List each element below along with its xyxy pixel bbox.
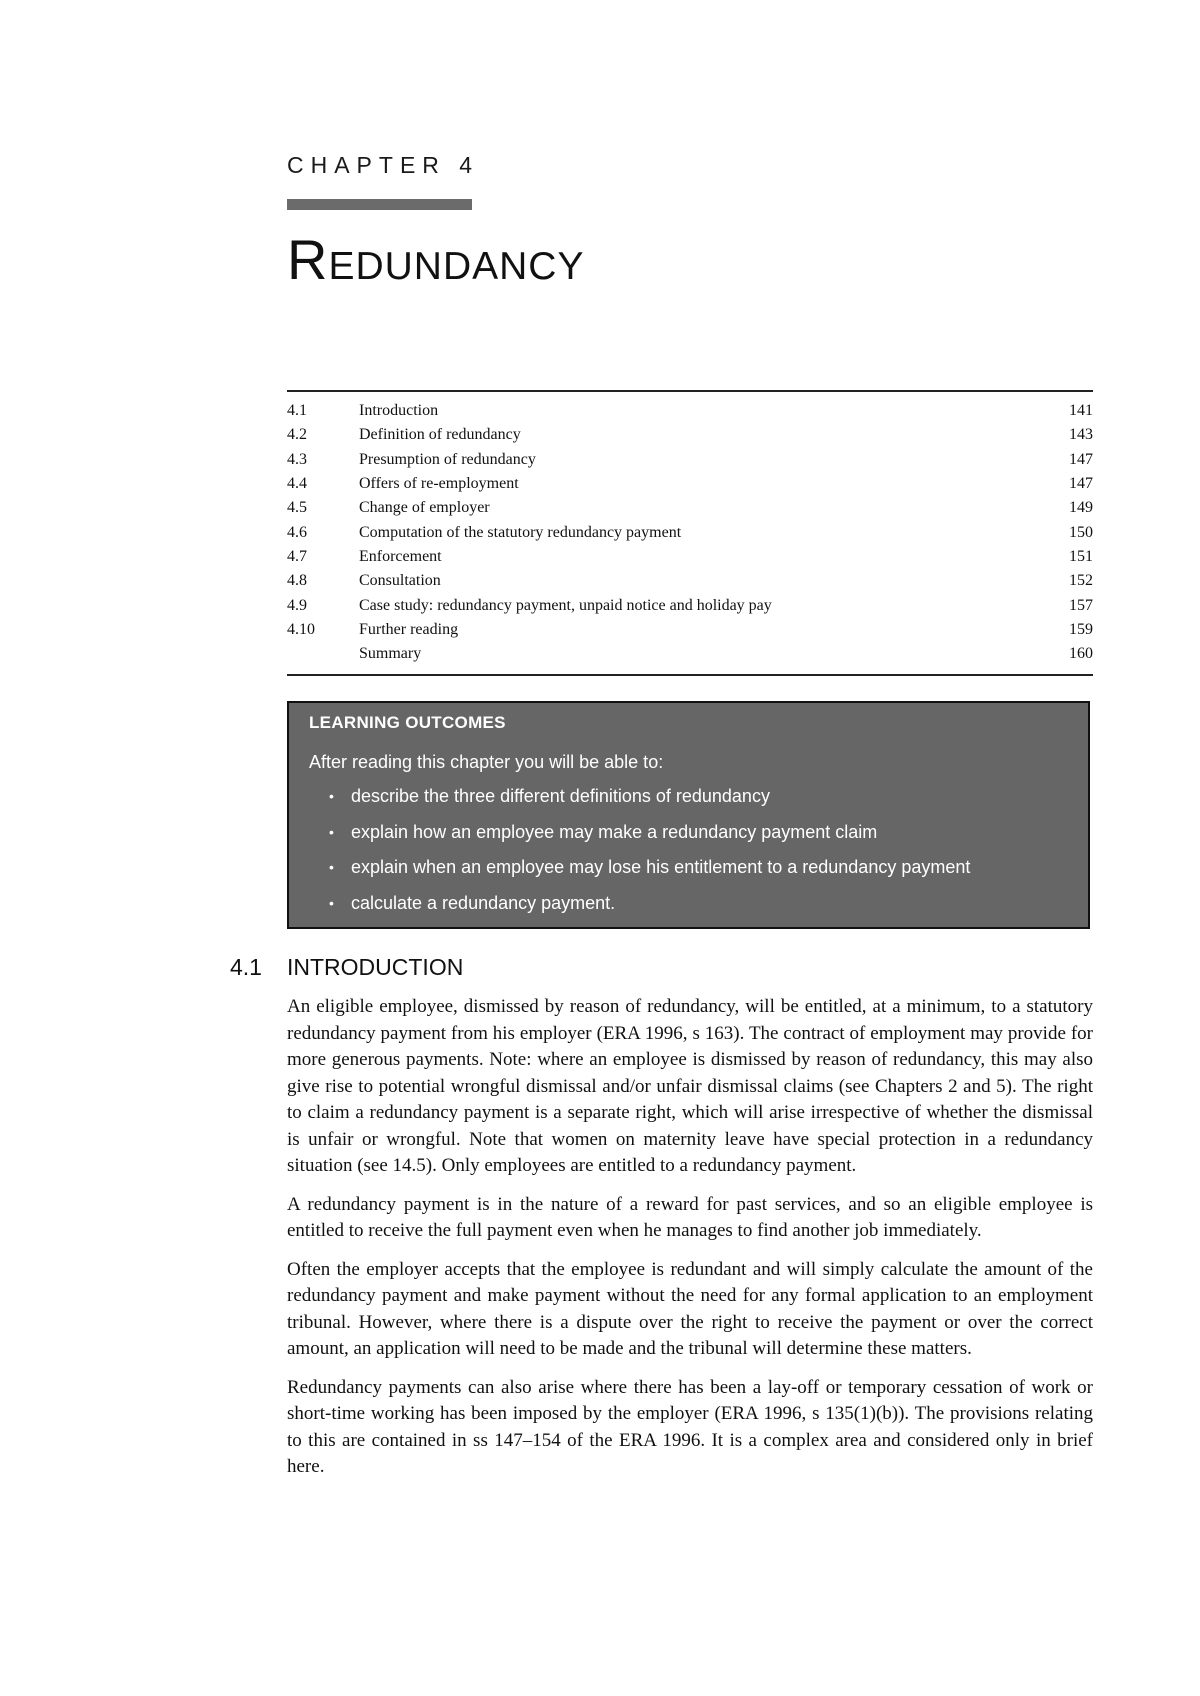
toc-number: 4.2 (287, 426, 307, 444)
toc-page: 152 (1069, 572, 1093, 590)
bullet-icon: • (329, 788, 334, 804)
chapter-label: CHAPTER 4 (287, 152, 480, 178)
list-item (329, 892, 970, 928)
toc-row[interactable] (287, 423, 1093, 447)
toc-title: Case study: redundancy payment, unpaid notice and holiday pay (359, 596, 772, 614)
toc-page: 150 (1069, 523, 1093, 541)
list-item (329, 785, 970, 821)
toc-number: 4.8 (287, 572, 307, 590)
toc-page: 147 (1069, 475, 1093, 493)
toc-number: 4.4 (287, 475, 307, 493)
list-item (329, 821, 970, 857)
toc-number: 4.5 (287, 499, 307, 517)
toc-row[interactable] (287, 642, 1093, 666)
section-heading (230, 954, 463, 981)
toc-page: 159 (1069, 620, 1093, 638)
toc-title: Presumption of redundancy (359, 450, 536, 468)
toc-title: Definition of redundancy (359, 426, 521, 444)
toc-title: Enforcement (359, 547, 442, 565)
body-paragraph: Redundancy payments can also arise where there has been a lay-off or temporary cessation of work or short-time working has been imposed by the employer (ERA 1996, s 135(1)(b)). The provisions relating to this are contained in ss 147–154 of the ERA 1996. It is a complex area and considered only in brief here. (287, 1376, 1093, 1477)
toc-row[interactable] (287, 569, 1093, 593)
toc-title: Summary (359, 645, 422, 663)
learning-outcomes-intro: After reading this chapter you will be able to: (309, 752, 664, 772)
section-body (287, 994, 1093, 1493)
toc-page: 143 (1069, 426, 1093, 444)
section-number: 4.1 (230, 954, 262, 980)
toc-row[interactable] (287, 545, 1093, 569)
learning-outcomes-list (329, 785, 970, 927)
toc-title: Introduction (359, 402, 439, 420)
toc-page: 147 (1069, 450, 1093, 468)
bullet-icon: • (329, 823, 334, 840)
toc-row[interactable] (287, 448, 1093, 472)
toc-title: Change of employer (359, 499, 490, 517)
table-of-contents (287, 390, 1093, 676)
toc-number: 4.6 (287, 523, 307, 541)
toc-page: 151 (1069, 547, 1093, 565)
toc-page: 157 (1069, 596, 1093, 614)
toc-title: Consultation (359, 572, 441, 590)
toc-title: Further reading (359, 620, 459, 638)
toc-page: 160 (1069, 645, 1093, 663)
toc-title: Computation of the statutory redundancy payment (359, 523, 682, 541)
toc-page: 149 (1069, 499, 1093, 517)
chapter-title: Redundancy (287, 228, 585, 291)
toc-row[interactable] (287, 496, 1093, 520)
learning-outcome-text: explain how an employee may make a redundancy payment claim (351, 821, 878, 842)
learning-outcome-text: explain when an employee may lose his entitlement to a redundancy payment (351, 857, 971, 877)
toc-number: 4.7 (287, 547, 307, 565)
toc-number: 4.10 (287, 620, 315, 638)
bullet-icon: • (329, 859, 334, 875)
toc-row[interactable] (287, 593, 1093, 617)
body-paragraph: A redundancy payment is in the nature of a reward for past services, and so an eligible employee is entitled to receive the full payment even when he manages to find another job immediately. (287, 1193, 1093, 1241)
learning-outcome-text: calculate a redundancy payment. (351, 892, 616, 913)
body-paragraph: Often the employer accepts that the employee is redundant and will simply calculate the amount of the redundancy payment and make payment without the need for any formal application to an employment tribunal. However, where there is a dispute over the right to receive the payment or over the correct amount, an application will need to be made and the tribunal will determine these matters. (287, 1258, 1093, 1359)
learning-outcomes-heading: LEARNING OUTCOMES (309, 713, 506, 732)
bullet-icon: • (329, 894, 334, 911)
toc-page: 141 (1069, 402, 1093, 420)
body-paragraph: An eligible employee, dismissed by reason of redundancy, will be entitled, at a minimum, to a statutory redundancy payment from his employer (ERA 1996, s 163). The contract of employment may provide for more generous payments. Note: where an employee is dismissed by reason of redundancy, this may also give rise to potential wrongful dismissal and/or unfair dismissal claims (see Chapters 2 and 5). The right to claim a redundancy payment is a separate right, which will arise irrespective of whether the dismissal is unfair or wrongful. Note that women on maternity leave have special protection in a redundancy situation (see 14.5). Only employees are entitled to a redundancy payment. (287, 996, 1093, 1176)
toc-number: 4.3 (287, 450, 307, 468)
toc-row[interactable] (287, 399, 1093, 423)
learning-outcomes-box (287, 701, 1090, 929)
list-item (329, 856, 970, 892)
section-title: INTRODUCTION (287, 954, 464, 980)
chapter-divider-bar (287, 199, 472, 210)
toc-number: 4.9 (287, 596, 307, 614)
toc-title: Offers of re-employment (359, 475, 519, 493)
toc-number: 4.1 (287, 402, 307, 420)
toc-row[interactable] (287, 520, 1093, 544)
learning-outcome-text: describe the three different definitions of redundancy (351, 786, 770, 806)
toc-row[interactable] (287, 472, 1093, 496)
toc-row[interactable] (287, 618, 1093, 642)
